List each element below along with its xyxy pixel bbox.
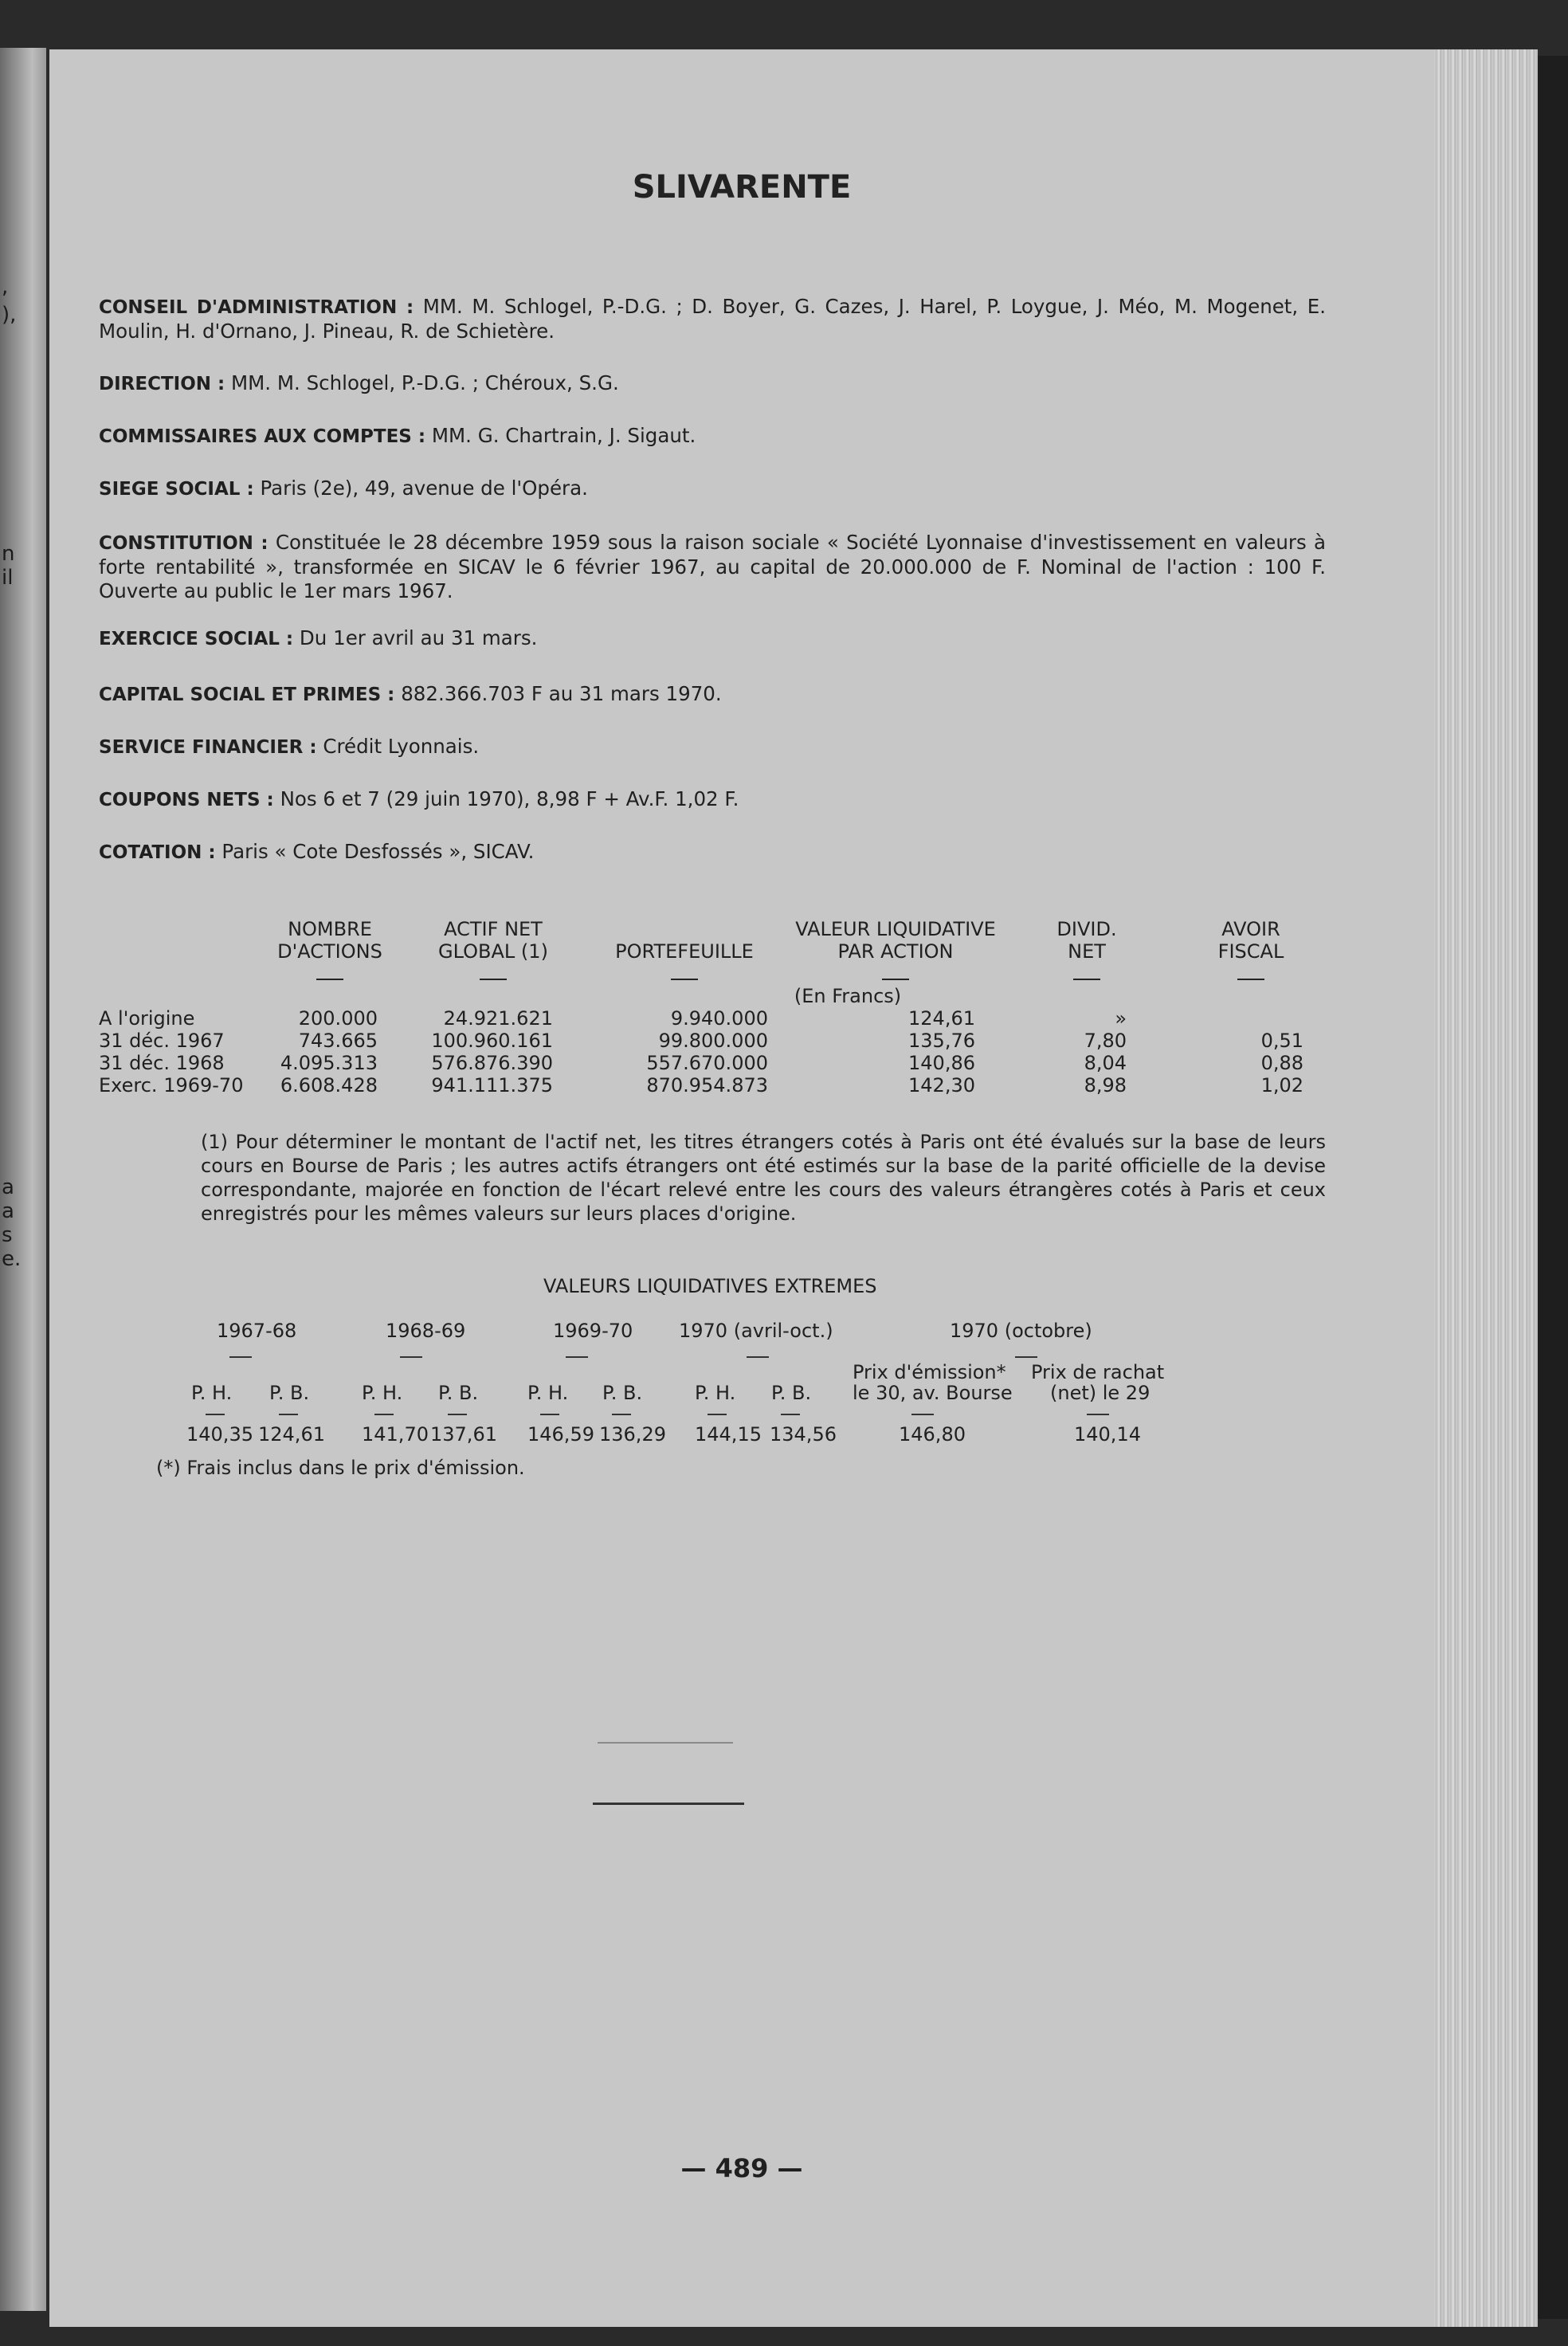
constitution-label: CONSTITUTION : [99, 533, 269, 554]
cell-divid: 8,04 [1084, 1052, 1127, 1074]
vl-footnote: (*) Frais inclus dans le prix d'émission. [156, 1457, 525, 1479]
vl-dash [400, 1356, 422, 1358]
left-page-fragment: e. [2, 1247, 22, 1271]
constitution-text: Constituée le 28 décembre 1959 sous la raison sociale « Société Lyonnaise d'investissement en valeurs à forte rentabilité », transformée en SICAV le 6 février 1967, au capital de 20.000.000 de F. Nominal de l'action : 100 F. Ouverte au public le 1er mars 1967. [99, 531, 1326, 602]
emission-label: le 30, av. Bourse [853, 1382, 1013, 1404]
conseil-text: MM. M. Schlogel, P.-D.G. ; D. Boyer, G. Cazes, J. Harel, P. Loygue, J. Méo, M. Mogenet, E. Moulin, H. d'Ornano, J. Pineau, R. de Schietère. [99, 295, 1326, 343]
left-page-edge [0, 48, 46, 2311]
cell-avoir: 0,88 [1260, 1052, 1303, 1074]
direction-section [99, 371, 1326, 396]
coupons-text: Nos 6 et 7 (29 juin 1970), 8,98 F + Av.F. 1,02 F. [280, 787, 739, 810]
table-header-row-2 [99, 940, 1335, 963]
vl-dash [911, 1414, 934, 1415]
exercice-text: Du 1er avril au 31 mars. [299, 626, 538, 649]
column-header: PORTEFEUILLE [615, 940, 754, 963]
column-header: NOMBRE [288, 918, 372, 940]
column-header [99, 940, 258, 963]
cell-actif: 24.921.621 [443, 1007, 553, 1030]
financial-table [99, 918, 1335, 1096]
table-footnote: (1) Pour déterminer le montant de l'actif net, les titres étrangers cotés à Paris ont été évalués sur la base de leurs cours en Bourse de Paris ; les autres actifs étrangers ont été estimés sur la base de la parité officielle de la devise correspondante, majorée en fonction de l'écart relevé entre les cours des valeurs étrangères cotés à Paris et ceux enregistrés pour les mêmes valeurs sur leurs places d'origine. [201, 1131, 1326, 1225]
left-page-fragment: a [2, 1199, 14, 1223]
service-text: Crédit Lyonnais. [323, 735, 480, 758]
unit-row [99, 985, 1335, 1007]
row-label: 31 déc. 1967 [99, 1030, 225, 1052]
vl-value: 141,70 [362, 1423, 429, 1446]
pb-label: P. B. [602, 1382, 643, 1404]
header-dash [1073, 979, 1100, 980]
vl-dash [448, 1414, 467, 1415]
cell-actif: 576.876.390 [431, 1052, 553, 1074]
cell-divid: 7,80 [1084, 1030, 1127, 1052]
book-shadow [1538, 56, 1568, 2319]
vl-value: 124,61 [258, 1423, 325, 1446]
cell-portefeuille: 9.940.000 [670, 1007, 768, 1030]
header-dash [316, 979, 343, 980]
cotation-label: COTATION : [99, 842, 216, 863]
vl-section-title: VALEURS LIQUIDATIVES EXTREMES [543, 1275, 877, 1297]
vl-period: 1970 (octobre) [950, 1320, 1092, 1342]
ph-label: P. H. [362, 1382, 403, 1404]
left-page-fragment: il [2, 566, 14, 590]
table-row [99, 1052, 1335, 1074]
siege-section [99, 477, 1326, 501]
left-page-fragment: s [2, 1223, 13, 1247]
column-header: D'ACTIONS [277, 940, 382, 963]
cell-divid: 8,98 [1084, 1074, 1127, 1096]
coupons-label: COUPONS NETS : [99, 790, 274, 810]
book-page-edges [1434, 49, 1538, 2327]
commissaires-text: MM. G. Chartrain, J. Sigaut. [431, 424, 696, 447]
cell-valeur: 124,61 [908, 1007, 975, 1030]
header-dash [1237, 979, 1264, 980]
vl-dash [612, 1414, 631, 1415]
rachat-label: (net) le 29 [1050, 1382, 1151, 1404]
service-section [99, 735, 1326, 759]
row-label: 31 déc. 1968 [99, 1052, 225, 1074]
header-dash [671, 979, 698, 980]
cell-valeur: 140,86 [908, 1052, 975, 1074]
column-header: NET [1068, 940, 1106, 963]
cell-actions: 4.095.313 [280, 1052, 378, 1074]
table-row [99, 1074, 1335, 1096]
cell-portefeuille: 870.954.873 [646, 1074, 768, 1096]
emission-label: Prix d'émission* [853, 1361, 1006, 1383]
vl-dash [540, 1414, 559, 1415]
page-title: SLIVARENTE [632, 169, 852, 206]
vl-dash [566, 1356, 588, 1358]
vl-value: 140,35 [186, 1423, 253, 1446]
exercice-label: EXERCICE SOCIAL : [99, 629, 294, 649]
column-header [99, 918, 258, 940]
cell-divid: » [1115, 1007, 1127, 1030]
cotation-text: Paris « Cote Desfossés », SICAV. [221, 840, 535, 863]
left-page-fragment: n [2, 542, 15, 566]
table-row [99, 1030, 1335, 1052]
column-header: ACTIF NET [444, 918, 543, 940]
pb-label: P. B. [771, 1382, 812, 1404]
cell-avoir [1166, 1007, 1335, 1030]
coupons-section [99, 787, 1326, 812]
column-header: FISCAL [1217, 940, 1284, 963]
ph-label: P. H. [527, 1382, 569, 1404]
cell-valeur: 135,76 [908, 1030, 975, 1052]
vl-period: 1970 (avril-oct.) [679, 1320, 833, 1342]
vl-value: 136,29 [599, 1423, 666, 1446]
ph-label: P. H. [191, 1382, 233, 1404]
vl-dash [279, 1414, 298, 1415]
cell-portefeuille: 557.670.000 [646, 1052, 768, 1074]
capital-label: CAPITAL SOCIAL ET PRIMES : [99, 685, 395, 705]
decorative-rule-faint [598, 1742, 733, 1744]
vl-period: 1969-70 [553, 1320, 633, 1342]
table-header-row-1 [99, 918, 1335, 940]
vl-dash [1087, 1414, 1109, 1415]
cell-avoir: 1,02 [1260, 1074, 1303, 1096]
constitution-section [99, 531, 1326, 603]
commissaires-label: COMMISSAIRES AUX COMPTES : [99, 426, 426, 447]
commissaires-section [99, 424, 1326, 449]
cell-portefeuille: 99.800.000 [658, 1030, 768, 1052]
vl-value: 146,80 [899, 1423, 966, 1446]
cell-actif: 100.960.161 [431, 1030, 553, 1052]
column-header: DIVID. [1056, 918, 1117, 940]
header-dash-row [99, 963, 1335, 985]
vl-value: 146,59 [527, 1423, 594, 1446]
column-header [585, 918, 784, 940]
capital-text: 882.366.703 F au 31 mars 1970. [401, 682, 722, 705]
vl-dash [781, 1414, 800, 1415]
capital-section [99, 682, 1326, 707]
vl-period: 1967-68 [217, 1320, 297, 1342]
cotation-section [99, 840, 1326, 865]
column-header: AVOIR [1221, 918, 1280, 940]
left-page-fragment: ), [2, 303, 17, 327]
cell-valeur: 142,30 [908, 1074, 975, 1096]
left-page-fragment: , [2, 275, 9, 299]
cell-actions: 6.608.428 [280, 1074, 378, 1096]
exercice-section [99, 626, 1326, 651]
pb-label: P. B. [438, 1382, 479, 1404]
vl-dash [374, 1414, 394, 1415]
column-header: PAR ACTION [837, 940, 954, 963]
pb-label: P. B. [269, 1382, 310, 1404]
vl-dash [708, 1414, 727, 1415]
header-dash [480, 979, 507, 980]
direction-text: MM. M. Schlogel, P.-D.G. ; Chéroux, S.G. [231, 371, 619, 394]
rachat-label: Prix de rachat [1031, 1361, 1165, 1383]
direction-label: DIRECTION : [99, 374, 225, 394]
document-page [49, 49, 1434, 2327]
header-dash [882, 979, 909, 980]
conseil-section [99, 295, 1326, 343]
column-header: GLOBAL (1) [438, 940, 548, 963]
cell-actions: 200.000 [298, 1007, 378, 1030]
vl-period: 1968-69 [386, 1320, 466, 1342]
table-row [99, 1007, 1335, 1030]
siege-label: SIEGE SOCIAL : [99, 479, 254, 500]
cell-actions: 743.665 [298, 1030, 378, 1052]
vl-value: 140,14 [1074, 1423, 1141, 1446]
ph-label: P. H. [695, 1382, 736, 1404]
cell-actif: 941.111.375 [431, 1074, 553, 1096]
row-label: Exerc. 1969-70 [99, 1074, 244, 1096]
left-page-fragment: a [2, 1175, 14, 1199]
vl-dash [747, 1356, 769, 1358]
vl-value: 144,15 [695, 1423, 762, 1446]
service-label: SERVICE FINANCIER : [99, 737, 317, 758]
cell-avoir: 0,51 [1260, 1030, 1303, 1052]
vl-dash [1015, 1356, 1037, 1358]
column-header: VALEUR LIQUIDATIVE [795, 918, 996, 940]
vl-value: 134,56 [770, 1423, 837, 1446]
conseil-label: CONSEIL D'ADMINISTRATION : [99, 297, 414, 318]
page-number: — 489 — [680, 2153, 803, 2183]
vl-dash [206, 1414, 225, 1415]
vl-value: 137,61 [430, 1423, 497, 1446]
decorative-rule [593, 1803, 744, 1805]
siege-text: Paris (2e), 49, avenue de l'Opéra. [260, 477, 588, 500]
unit-label: (En Francs) [794, 985, 902, 1007]
vl-dash [229, 1356, 252, 1358]
row-label: A l'origine [99, 1007, 195, 1030]
